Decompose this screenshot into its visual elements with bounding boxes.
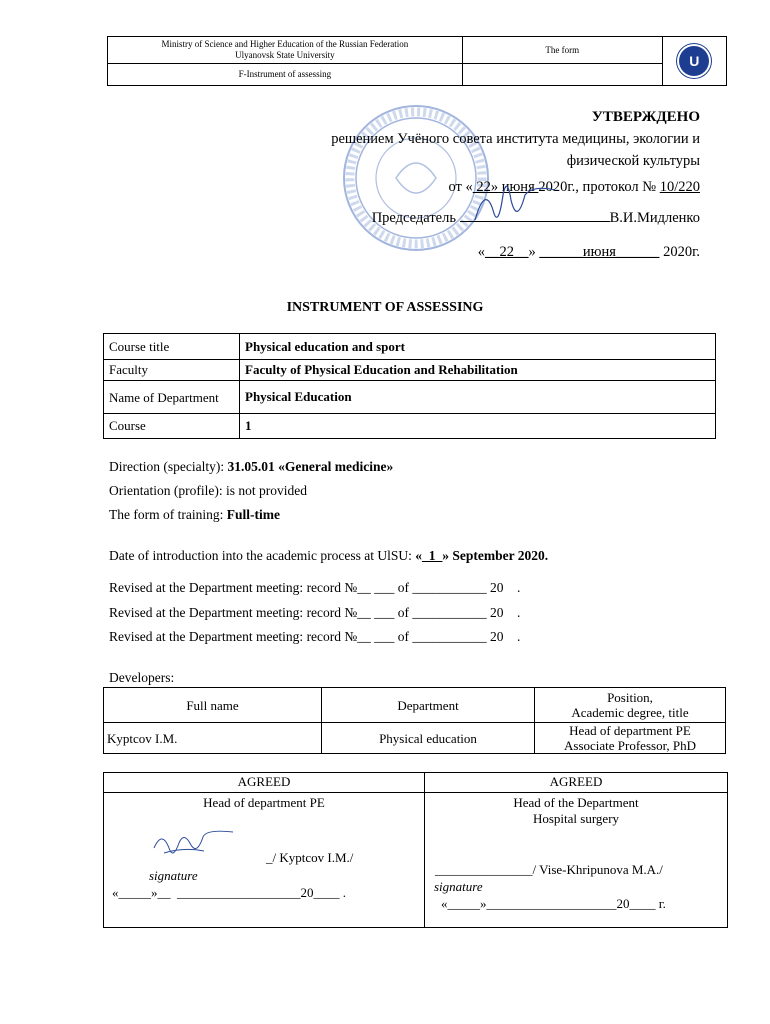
approval-line1: решением Учёного совета института медицины, экологии и	[331, 131, 700, 147]
agreed-right-cell	[425, 793, 728, 928]
university-logo-icon: U	[679, 46, 709, 76]
orientation-line: Orientation (profile): is not provided	[109, 483, 307, 498]
dev-name: Kyptcov I.M.	[104, 723, 322, 754]
department-label: Name of Department	[104, 381, 240, 414]
course-title-value: Physical education and sport	[240, 334, 716, 360]
approval-heading: УТВЕРЖДЕНО	[591, 109, 700, 125]
empty-cell	[462, 64, 662, 86]
approval-date: от « 22» июня 2020г., протокол № 10/220	[448, 179, 700, 195]
dev-header-name: Full name	[104, 688, 322, 723]
logo-cell	[662, 37, 726, 86]
chairman-signature-icon	[470, 180, 560, 240]
department-value: Physical Education	[240, 381, 716, 414]
revised-line-3: Revised at the Department meeting: record №__ ___ of ___________ 20 .	[109, 629, 521, 644]
agreed-right-role1: Head of the Department	[513, 795, 639, 810]
agreed-left-date: «_____»__ ___________________20____ .	[112, 885, 346, 900]
dev-position: Head of department PE Associate Professor, PhD	[535, 723, 726, 754]
agreed-left-heading: AGREED	[104, 773, 425, 793]
revised-line-2: Revised at the Department meeting: record №__ ___ of ___________ 20 .	[109, 605, 521, 620]
agreed-left-role: Head of department PE	[203, 795, 325, 810]
agreed-right-name: _______________/ Vise-Khripunova M.A./	[435, 862, 663, 877]
revised-line-1: Revised at the Department meeting: record №__ ___ of ___________ 20 .	[109, 580, 521, 595]
course-title-label: Course title	[104, 334, 240, 360]
dev-header-department: Department	[322, 688, 535, 723]
course-label: Course	[104, 414, 240, 439]
ministry-cell	[108, 37, 463, 64]
course-info-table	[103, 333, 716, 439]
agreed-right-heading: AGREED	[425, 773, 728, 793]
agreed-right-role2: Hospital surgery	[532, 811, 620, 826]
faculty-value: Faculty of Physical Education and Rehabilitation	[240, 360, 716, 381]
intro-line: Date of introduction into the academic process at UlSU: «_1_» September 2020.	[109, 548, 549, 563]
dev-header-position: Position, Academic degree, title	[535, 688, 726, 723]
agreed-left-name: _/ Kyptcov I.M./	[266, 850, 354, 865]
header-table	[107, 36, 727, 86]
left-signature-icon	[144, 823, 244, 868]
developers-table	[103, 687, 726, 754]
training-line: The form of training: Full-time	[109, 507, 280, 522]
faculty-label: Faculty	[104, 360, 240, 381]
developers-label: Developers:	[109, 670, 175, 685]
approval-line2: физической культуры	[566, 153, 700, 169]
approval-chairman: Председатель В.И.Мидленко	[371, 210, 700, 226]
ministry-text: Ministry of Science and Higher Education of the Russian Federation	[161, 39, 409, 49]
form-label: The form	[462, 37, 662, 64]
agreed-right-date: «_____»____________________20____ г.	[441, 896, 666, 911]
agreed-table	[103, 772, 728, 928]
approval-sign-date: «__22__» ______июня______ 2020г.	[477, 244, 700, 260]
agreed-left-cell	[104, 793, 425, 928]
course-value: 1	[240, 414, 716, 439]
agreed-left-signature-label: signature	[149, 868, 198, 883]
instrument-label: F-Instrument of assessing	[108, 64, 463, 86]
university-text: Ulyanovsk State University	[235, 50, 335, 60]
document-title: INSTRUMENT OF ASSESSING	[286, 300, 484, 315]
direction-line: Direction (specialty): 31.05.01 «General medicine»	[109, 459, 394, 474]
agreed-right-signature-label: signature	[434, 879, 483, 894]
dev-department: Physical education	[322, 723, 535, 754]
table-row	[104, 723, 726, 754]
